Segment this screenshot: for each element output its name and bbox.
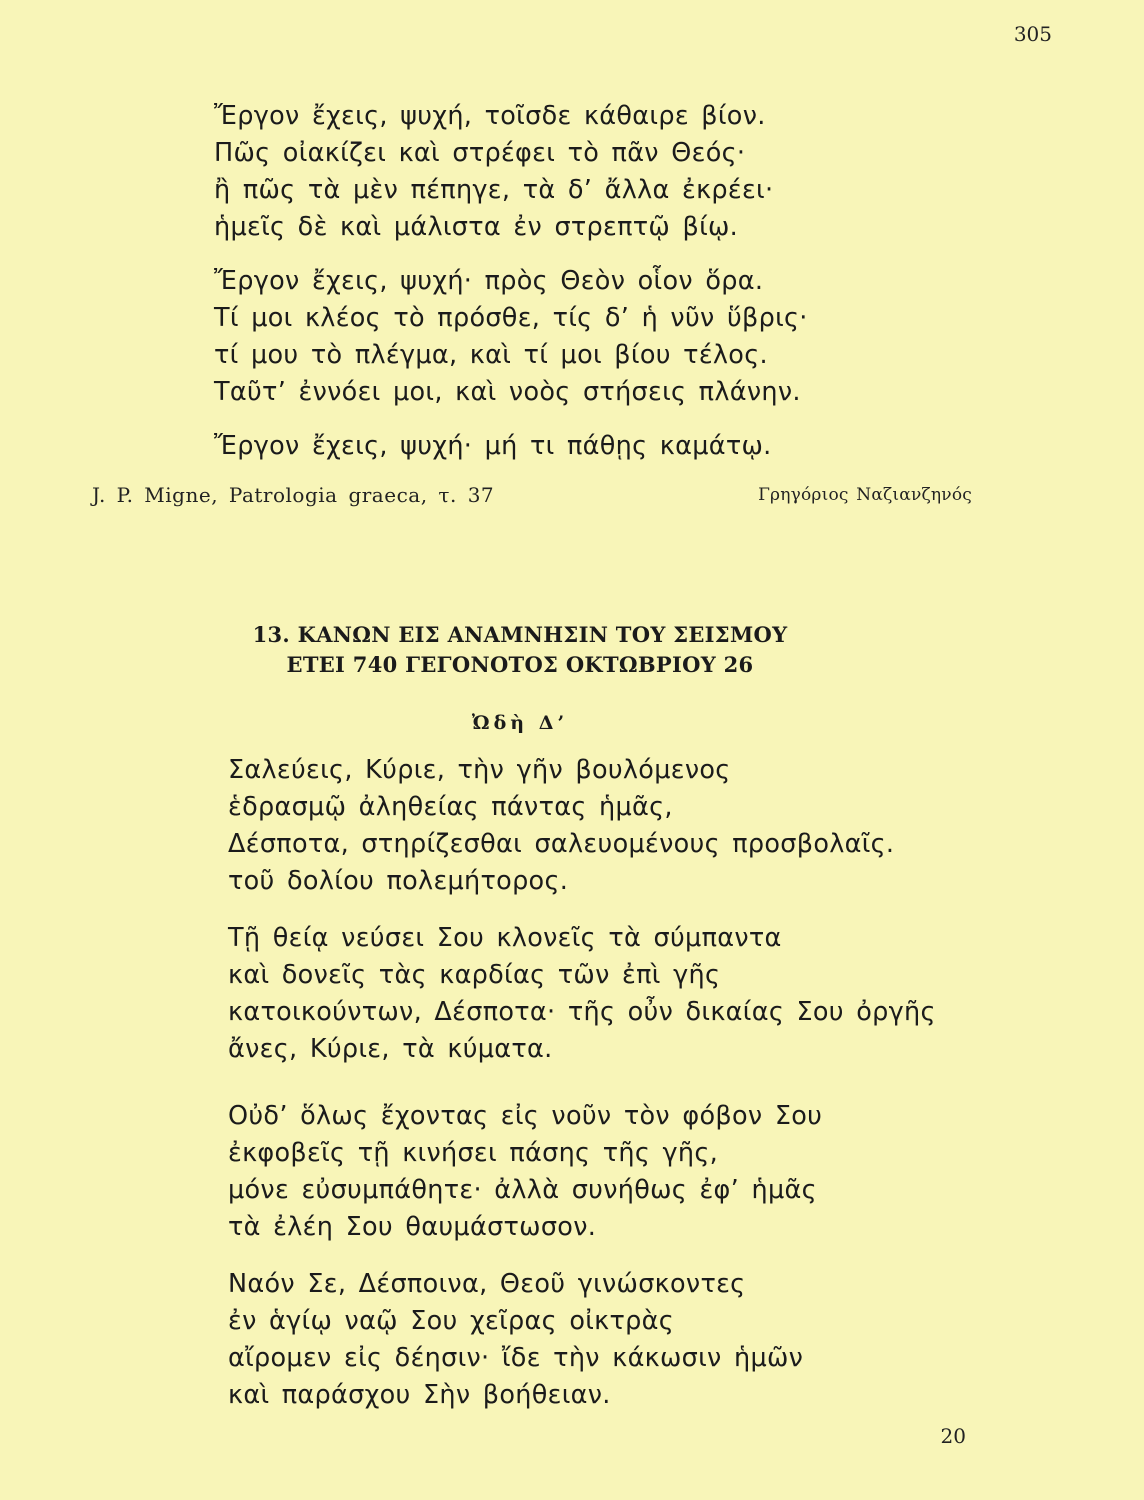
verse-line: καὶ παράσχου Σὴν βοήθειαν. [228, 1380, 611, 1410]
verse-line: ἑδρασμῷ ἀληθείας πάντας ἡμᾶς, [228, 792, 673, 822]
hymn-2-stanza [228, 920, 936, 1068]
citation-author: Γρηγόριος Ναζιανζηνός [758, 485, 972, 505]
hymn-1 [214, 98, 808, 482]
hymn-1-stanza [214, 98, 808, 246]
verse-line: τί μου τὸ πλέγμα, καὶ τί μοι βίου τέλος. [214, 340, 768, 370]
verse-line: ἐν ἁγίῳ ναῷ Σου χεῖρας οἰκτρὰς [228, 1306, 674, 1336]
page-number: 305 [1013, 22, 1052, 46]
citation-source: J. P. Migne, Patrologia graeca, τ. 37 [92, 483, 495, 507]
hymn-2-stanza [228, 752, 936, 900]
verse-line: αἴρομεν εἰς δέησιν· ἴδε τὴν κάκωσιν ἡμῶν [228, 1343, 804, 1373]
hymn-2 [228, 752, 936, 1434]
verse-line: Πῶς οἰακίζει καὶ στρέφει τὸ πᾶν Θεός· [214, 138, 746, 168]
verse-line: καὶ δονεῖς τὰς καρδίας τῶν ἐπὶ γῆς [228, 960, 721, 990]
verse-line: Σαλεύεις, Κύριε, τὴν γῆν βουλόμενος [228, 755, 731, 785]
verse-line: ἢ πῶς τὰ μὲν πέπηγε, τὰ δ’ ἄλλα ἐκρέει· [214, 175, 774, 205]
verse-line: Ναόν Σε, Δέσποινα, Θεοῦ γινώσκοντες [228, 1269, 746, 1299]
verse-line: Ἔργον ἔχεις, ψυχή· μή τι πάθῃς καμάτῳ. [214, 431, 772, 461]
hymn-1-stanza [214, 428, 808, 465]
verse-line: ἄνες, Κύριε, τὰ κύματα. [228, 1034, 553, 1064]
verse-line: Τί μοι κλέος τὸ πρόσθε, τίς δ’ ἡ νῦν ὕβρις· [214, 303, 808, 333]
verse-line: ἡμεῖς δὲ καὶ μάλιστα ἐν στρεπτῷ βίῳ. [214, 212, 739, 242]
verse-line: Ταῦτ’ ἐννόει μοι, καὶ νοὸς στήσεις πλάνην. [214, 377, 801, 407]
verse-line: κατοικούντων, Δέσποτα· τῆς οὖν δικαίας Σου ὀργῆς [228, 997, 936, 1027]
hymn-1-stanza [214, 263, 808, 411]
section-heading [220, 620, 820, 680]
heading-line-1: 13. ΚΑΝΩΝ ΕΙΣ ΑΝΑΜΝΗΣΙΝ ΤΟΥ ΣΕΙΣΜΟΥ [252, 622, 788, 647]
hymn-2-stanza [228, 1266, 936, 1414]
verse-line: Ἔργον ἔχεις, ψυχή· πρὸς Θεὸν οἷον ὅρα. [214, 266, 764, 296]
verse-line: Δέσποτα, στηρίζεσθαι σαλευομένους προσβολαῖς. [228, 829, 895, 859]
heading-line-2: ΕΤΕΙ 740 ΓΕΓΟΝΟΤΟΣ ΟΚΤΩΒΡΙΟΥ 26 [286, 652, 754, 677]
verse-line: Τῇ θείᾳ νεύσει Σου κλονεῖς τὰ σύμπαντα [228, 923, 782, 953]
verse-line: Οὐδ’ ὅλως ἔχοντας εἰς νοῦν τὸν φόβον Σου [228, 1101, 823, 1131]
verse-line: ἐκφοβεῖς τῇ κινήσει πάσης τῆς γῆς, [228, 1138, 719, 1168]
verse-line: Ἔργον ἔχεις, ψυχή, τοῖσδε κάθαιρε βίον. [214, 101, 766, 131]
verse-line: μόνε εὐσυμπάθητε· ἀλλὰ συνήθως ἐφ’ ἡμᾶς [228, 1175, 817, 1205]
ode-heading: Ὠδὴ Δ’ [471, 712, 569, 734]
verse-line: τοῦ δολίου πολεμήτορος. [228, 866, 569, 896]
verse-line: τὰ ἐλέη Σου θαυμάστωσον. [228, 1212, 597, 1242]
signature-mark: 20 [940, 1424, 966, 1448]
hymn-2-stanza [228, 1098, 936, 1246]
